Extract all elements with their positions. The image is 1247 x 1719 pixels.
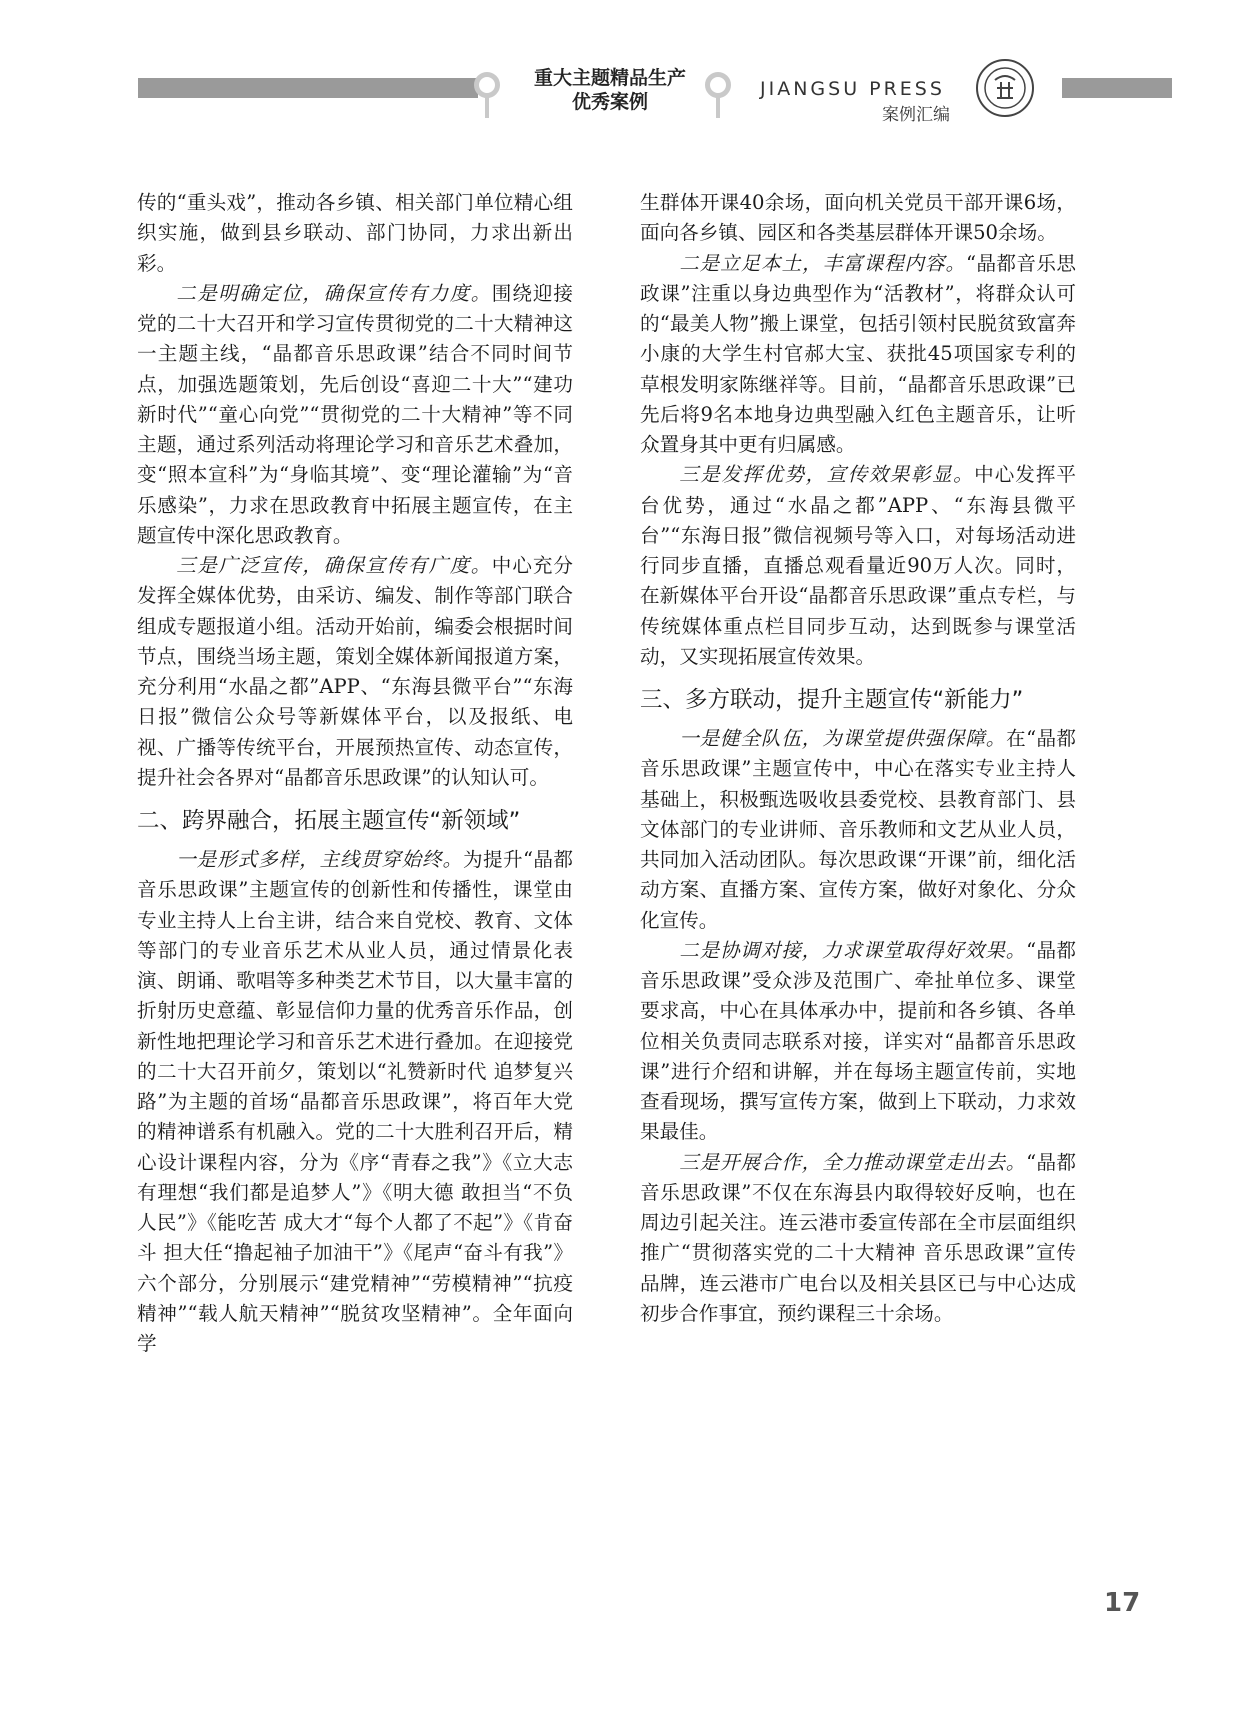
paragraph [640,724,1076,936]
section-heading: 二、跨界融合，拓展主题宣传“新领域” [137,808,521,834]
paragraph-body: “晶都音乐思政课”受众涉及范围广、牵扯单位多、课堂要求高，中心在具体承办中，提前和各乡镇、各单位相关负责同志联系对接，详实对“晶都音乐思政课”进行介绍和讲解，并在每场主题宣传前，实地查看现场，撰写宣传方案，做到上下联动，力求效果最佳。 [640,938,1076,1144]
right-column [640,188,1076,1329]
paragraph-lead: 三是开展合作，全力推动课堂走出去。 [679,1150,1027,1174]
paragraph-lead: 一是健全队伍，为课堂提供强保障。 [679,727,1007,750]
header-bar-right [1062,78,1172,98]
header-subtitle: 案例汇编 [882,105,950,125]
page-number: 17 [1104,1588,1141,1618]
paragraph-lead: 二是立足本土，丰富课程内容。 [679,251,967,275]
paragraph-lead: 二是协调对接，力求课堂取得好效果。 [679,938,1027,962]
paragraph-lead: 三是发挥优势，宣传效果彰显。 [679,463,975,487]
paragraph [640,1148,1076,1330]
section-heading: 三、多方联动，提升主题宣传“新能力” [640,687,1024,713]
paragraph-lead: 二是明确定位，确保宣传有力度。 [176,281,492,305]
paragraph-body: “晶都音乐思政课”注重以身边典型作为“活教材”，将群众认可的“最美人物”搬上课堂，包括引领村民脱贫致富奔小康的大学生村官郝大宝、获批45项国家专利的草根发明家陈继祥等。目前，“晶都音乐思政课”已先后将9名本地身边典型融入红色主题音乐，让听众置身其中更有归属感。 [640,251,1076,456]
paragraph [640,249,1076,461]
pin-icon [705,72,731,98]
paragraph-body: 中心充分发挥全媒体优势，由采访、编发、制作等部门联合组成专题报道小组。活动开始前，编委会根据时间节点，围绕当场主题，策划全媒体新闻报道方案，充分利用“水晶之都”APP、“东海县微平台”“东海日报”微信公众号等新媒体平台，以及报纸、电视、广播等传统平台，开展预热宣传、动态宣传，提升社会各界对“晶都音乐思政课”的认知认可。 [137,554,574,789]
paragraph-body: 围绕迎接党的二十大召开和学习宣传贯彻党的二十大精神这一主题主线，“晶都音乐思政课”结合不同时间节点，加强选题策划，先后创设“喜迎二十大”“建功新时代”“童心向党”“贯彻党的二十大精神”等不同主题，通过系列活动将理论学习和音乐艺术叠加，变“照本宣科”为“身临其境”、变“理论灌输”为“音乐感染”，力求在思政教育中拓展主题宣传，在主题宣传中深化思政教育。 [137,281,574,547]
paragraph [137,279,573,551]
paragraph-body: 中心发挥平台优势，通过“水晶之都”APP、“东海县微平台”“东海日报”微信视频号等入口，对每场活动进行同步直播，直播总观看量近90万人次。同时，在新媒体平台开设“晶都音乐思政课”重点专栏，与传统媒体重点栏目同步互动，达到既参与课堂活动，又实现拓展宣传效果。 [640,463,1077,668]
paragraph-lead: 三是广泛宣传，确保宣传有广度。 [176,554,492,577]
paragraph-body: “晶都音乐思政课”不仅在东海县内取得较好反响，也在周边引起关注。连云港市委宣传部在全市层面组织推广“贯彻落实党的二十大精神 音乐思政课”宣传品牌，连云港市广电台以及相关县区已与中心达成初步合作事宜，预约课程三十余场。 [640,1150,1076,1325]
header-bar-left [138,78,478,98]
paragraph [137,551,573,793]
header-title [520,66,700,114]
seal-logo-icon [975,58,1035,118]
paragraph [640,460,1076,672]
header-title-line2: 优秀案例 [571,91,648,113]
paragraph-body: 在“晶都音乐思政课”主题宣传中，中心在落实专业主持人基础上，积极甄选吸收县委党校、县教育部门、县文体部门的专业讲师、音乐教师和文艺从业人员，共同加入活动团队。每次思政课“开课”前，细化活动方案、直播方案、宣传方案，做好对象化、分众化宣传。 [640,727,1076,932]
paragraph: 生群体开课40余场，面向机关党员干部开课6场，面向各乡镇、园区和各类基层群体开课50余场。 [640,191,1076,245]
paragraph-body: 为提升“晶都音乐思政课”主题宣传的创新性和传播性，课堂由专业主持人上台主讲，结合来自党校、教育、文体等部门的专业音乐艺术从业人员，通过情景化表演、朗诵、歌唱等多种类艺术节目，以大量丰富的折射历史意蕴、彰显信仰力量的优秀音乐作品，创新性地把理论学习和音乐艺术进行叠加。在迎接党的二十大召开前夕，策划以“礼赞新时代 追梦复兴路”为主题的首场“晶都音乐思政课”，将百年大党的精神谱系有机融入。党的二十大胜利召开后，精心设计课程内容，分为《序“青春之我”》《立大志有理想“我们都是追梦人”》《明大德 敢担当“不负人民”》《能吃苦 成大才“每个人都了不起”》《肯奋斗 担大任“撸起袖子加油干”》《尾声“奋斗有我”》六个部分，分别展示“建党精神”“劳模精神”“抗疫精神”“载人航天精神”“脱贫攻坚精神”。全年面向学 [137,848,573,1355]
press-name: JIANGSU PRESS [760,78,945,100]
pin-icon [474,72,500,98]
paragraph: 传的“重头戏”，推动各乡镇、相关部门单位精心组织实施，做到县乡联动、部门协同，力求出新出彩。 [137,191,573,275]
paragraph [137,845,573,1359]
header-title-line1: 重大主题精品生产 [533,67,686,89]
left-column [137,188,573,1359]
paragraph [640,936,1076,1148]
paragraph-lead: 一是形式多样，主线贯穿始终。 [176,848,464,871]
